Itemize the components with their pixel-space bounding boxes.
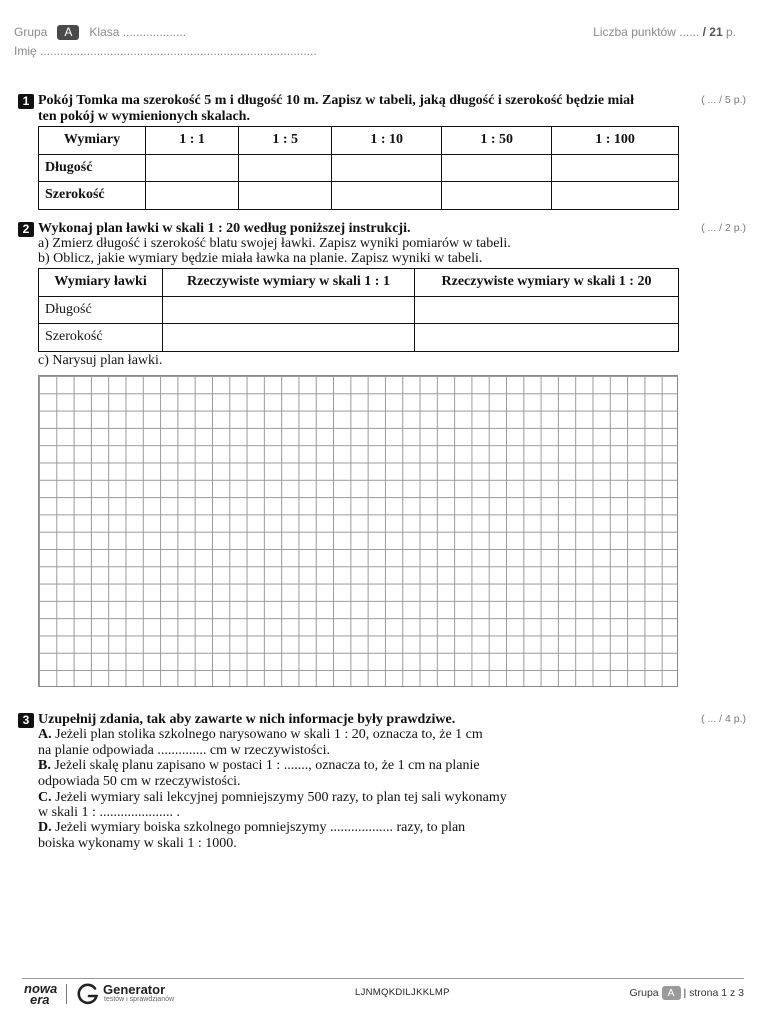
class-label: Klasa: [89, 25, 120, 39]
item-text: Jeżeli wymiary sali lekcyjnej pomniejszymy 500 razy, to plan tej sali wykonamy: [51, 790, 507, 805]
nowa-era-logo: [24, 983, 60, 1005]
logo-era: era: [30, 992, 50, 1007]
points-total: 21: [709, 25, 723, 39]
group-label: Grupa: [14, 25, 48, 39]
table-header: Rzeczywiste wymiary w skali 1 : 20: [415, 269, 679, 297]
generator-title: Generator: [103, 982, 166, 997]
table-header: 1 : 1: [146, 127, 239, 155]
table-header: Wymiary ławki: [39, 269, 163, 297]
question-3-item-d: [38, 820, 465, 836]
item-letter: D.: [38, 820, 52, 835]
question-2-number: 2: [18, 222, 34, 237]
question-2-part-a: a) Zmierz długość i szerokość blatu swojej ławki. Zapisz wyniki pomiarów w tabeli.: [38, 236, 511, 251]
row-label: Długość: [39, 154, 146, 182]
question-3-item-c-cont: w skali 1 : ..................... .: [38, 805, 180, 820]
question-2-table: [38, 268, 679, 352]
question-2-title: Wykonaj plan ławki w skali 1 : 20 według poniższej instrukcji.: [38, 221, 411, 236]
question-3-item-d-cont: boiska wykonamy w skali 1 : 1000.: [38, 836, 237, 851]
table-header: 1 : 50: [442, 127, 552, 155]
answer-cell[interactable]: [552, 154, 679, 182]
document-code: LJNMQKDILJKKLMP: [355, 987, 450, 998]
answer-cell[interactable]: [332, 154, 442, 182]
table-header-row: [39, 127, 679, 155]
points-unit: p.: [725, 25, 736, 39]
item-text: Jeżeli plan stolika szkolnego narysowano w skali 1 : 20, oznacza to, że 1 cm: [51, 727, 483, 742]
question-3-item-c: [38, 790, 507, 806]
table-row: [39, 182, 679, 210]
row-label: Szerokość: [39, 182, 146, 210]
question-1-table: [38, 126, 679, 210]
question-2-points: ( ... / 2 p.): [701, 222, 746, 234]
question-2-part-b: b) Oblicz, jakie wymiary będzie miała ławka na planie. Zapisz wyniki w tabeli.: [38, 251, 483, 266]
table-header: Wymiary: [39, 127, 146, 155]
question-3-title: Uzupełnij zdania, tak aby zawarte w nich informacje były prawdziwe.: [38, 712, 456, 727]
question-1-number: 1: [18, 94, 34, 109]
name-field: [14, 44, 317, 58]
table-row: [39, 296, 679, 324]
table-header: 1 : 5: [239, 127, 332, 155]
answer-cell[interactable]: [442, 154, 552, 182]
item-text: Jeżeli skalę planu zapisano w postaci 1 : ......., oznacza to, że 1 cm na planie: [50, 758, 480, 773]
answer-cell[interactable]: [442, 182, 552, 210]
table-row: [39, 154, 679, 182]
generator-g-icon: [76, 982, 100, 1006]
points-sep: /: [702, 25, 706, 39]
table-header-row: [39, 269, 679, 297]
answer-cell[interactable]: [239, 154, 332, 182]
footer-divider: [22, 978, 744, 979]
question-1-line2: ten pokój w wymienionych skalach.: [38, 108, 250, 124]
table-header: 1 : 100: [552, 127, 679, 155]
table-header: 1 : 10: [332, 127, 442, 155]
question-3-item-b: [38, 758, 480, 774]
answer-cell[interactable]: [146, 182, 239, 210]
answer-cell[interactable]: [239, 182, 332, 210]
points-label: Liczba punktów: [593, 25, 676, 39]
generator-subtitle: testów i sprawdzianów: [104, 996, 175, 1003]
footer-group-badge: A: [662, 986, 681, 1000]
question-1-line1: Pokój Tomka ma szerokość 5 m i długość 10 m. Zapisz w tabeli, jaką długość i szerokość będzie miał: [38, 93, 635, 108]
row-label: Szerokość: [39, 324, 163, 352]
question-3-item-a: [38, 727, 483, 743]
table-header: Rzeczywiste wymiary w skali 1 : 1: [163, 269, 415, 297]
group-field: [14, 25, 186, 40]
footer-group-label: Grupa: [629, 987, 659, 999]
item-letter: A.: [38, 727, 52, 742]
answer-cell[interactable]: [163, 296, 415, 324]
question-3-item-b-cont: odpowiada 50 cm w rzeczywistości.: [38, 774, 241, 789]
item-text: Jeżeli wymiary boiska szkolnego pomniejszymy .................. razy, to plan: [51, 820, 466, 835]
logo-nowa: nowa: [24, 981, 58, 996]
answer-cell[interactable]: [332, 182, 442, 210]
item-letter: C.: [38, 790, 52, 805]
question-3-points: ( ... / 4 p.): [701, 713, 746, 725]
name-label: Imię: [14, 44, 37, 58]
question-2-part-c: c) Narysuj plan ławki.: [38, 353, 163, 368]
item-letter: B.: [38, 758, 51, 773]
drawing-grid[interactable]: [38, 375, 678, 687]
footer-page-label: | strona 1 z 3: [683, 987, 744, 999]
answer-cell[interactable]: [552, 182, 679, 210]
footer-page-info: [629, 986, 744, 1000]
name-dots: ...................................................................................: [40, 44, 317, 58]
answer-cell[interactable]: [415, 324, 679, 352]
row-label: Długość: [39, 296, 163, 324]
group-badge: A: [57, 25, 79, 40]
answer-cell[interactable]: [415, 296, 679, 324]
points-dots: ......: [679, 25, 700, 39]
points-field: [593, 25, 736, 39]
table-row: [39, 324, 679, 352]
answer-cell[interactable]: [163, 324, 415, 352]
question-1-points: ( ... / 5 p.): [701, 94, 746, 106]
question-1-text: [38, 93, 634, 124]
answer-cell[interactable]: [146, 154, 239, 182]
logo-divider: [66, 984, 67, 1004]
question-3-number: 3: [18, 713, 34, 728]
question-3-item-a-cont: na planie odpowiada .............. cm w rzeczywistości.: [38, 743, 330, 758]
class-dots: ...................: [122, 25, 187, 39]
